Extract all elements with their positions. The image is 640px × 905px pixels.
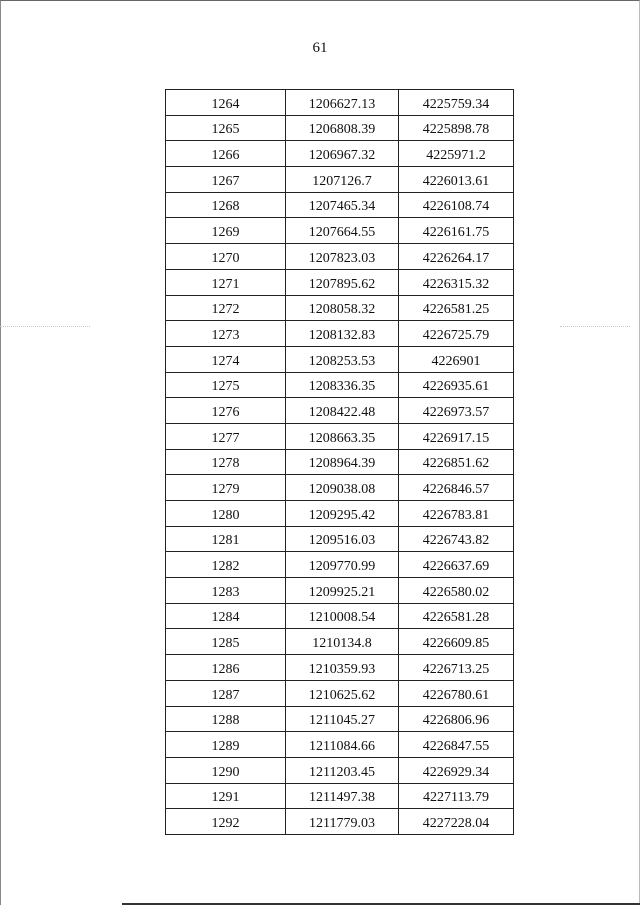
table-row bbox=[166, 141, 514, 167]
point-number-cell: 1279 bbox=[166, 475, 286, 501]
y-coordinate-cell: 4226973.57 bbox=[399, 398, 514, 424]
point-number-cell: 1283 bbox=[166, 578, 286, 604]
x-coordinate-cell: 1208663.35 bbox=[286, 423, 399, 449]
y-coordinate-cell: 4226637.69 bbox=[399, 552, 514, 578]
x-coordinate-cell: 1207895.62 bbox=[286, 269, 399, 295]
table-row bbox=[166, 321, 514, 347]
y-coordinate-cell: 4226609.85 bbox=[399, 629, 514, 655]
x-coordinate-cell: 1210625.62 bbox=[286, 680, 399, 706]
table-row bbox=[166, 167, 514, 193]
x-coordinate-cell: 1209770.99 bbox=[286, 552, 399, 578]
point-number-cell: 1280 bbox=[166, 501, 286, 527]
y-coordinate-cell: 4226580.02 bbox=[399, 578, 514, 604]
table-row bbox=[166, 757, 514, 783]
point-number-cell: 1270 bbox=[166, 244, 286, 270]
x-coordinate-cell: 1209925.21 bbox=[286, 578, 399, 604]
table-row bbox=[166, 372, 514, 398]
y-coordinate-cell: 4226743.82 bbox=[399, 526, 514, 552]
table-row bbox=[166, 115, 514, 141]
point-number-cell: 1266 bbox=[166, 141, 286, 167]
y-coordinate-cell: 4226315.32 bbox=[399, 269, 514, 295]
coordinates-table-body bbox=[166, 90, 514, 835]
x-coordinate-cell: 1209516.03 bbox=[286, 526, 399, 552]
x-coordinate-cell: 1206967.32 bbox=[286, 141, 399, 167]
point-number-cell: 1292 bbox=[166, 809, 286, 835]
y-coordinate-cell: 4226780.61 bbox=[399, 680, 514, 706]
table-row bbox=[166, 475, 514, 501]
x-coordinate-cell: 1211779.03 bbox=[286, 809, 399, 835]
x-coordinate-cell: 1208422.48 bbox=[286, 398, 399, 424]
y-coordinate-cell: 4225971.2 bbox=[399, 141, 514, 167]
table-row bbox=[166, 680, 514, 706]
scan-artifact-left bbox=[0, 326, 90, 327]
table-row bbox=[166, 423, 514, 449]
point-number-cell: 1278 bbox=[166, 449, 286, 475]
table-row bbox=[166, 346, 514, 372]
point-number-cell: 1275 bbox=[166, 372, 286, 398]
table-row bbox=[166, 629, 514, 655]
point-number-cell: 1285 bbox=[166, 629, 286, 655]
table-row bbox=[166, 218, 514, 244]
x-coordinate-cell: 1208253.53 bbox=[286, 346, 399, 372]
y-coordinate-cell: 4226013.61 bbox=[399, 167, 514, 193]
y-coordinate-cell: 4227113.79 bbox=[399, 783, 514, 809]
x-coordinate-cell: 1207823.03 bbox=[286, 244, 399, 270]
coordinates-table bbox=[165, 89, 514, 835]
y-coordinate-cell: 4226847.55 bbox=[399, 732, 514, 758]
point-number-cell: 1288 bbox=[166, 706, 286, 732]
point-number-cell: 1265 bbox=[166, 115, 286, 141]
table-row bbox=[166, 552, 514, 578]
point-number-cell: 1268 bbox=[166, 192, 286, 218]
table-row bbox=[166, 526, 514, 552]
y-coordinate-cell: 4226935.61 bbox=[399, 372, 514, 398]
y-coordinate-cell: 4225898.78 bbox=[399, 115, 514, 141]
y-coordinate-cell: 4226161.75 bbox=[399, 218, 514, 244]
x-coordinate-cell: 1206808.39 bbox=[286, 115, 399, 141]
x-coordinate-cell: 1210008.54 bbox=[286, 603, 399, 629]
y-coordinate-cell: 4226846.57 bbox=[399, 475, 514, 501]
point-number-cell: 1272 bbox=[166, 295, 286, 321]
point-number-cell: 1269 bbox=[166, 218, 286, 244]
x-coordinate-cell: 1208964.39 bbox=[286, 449, 399, 475]
point-number-cell: 1281 bbox=[166, 526, 286, 552]
point-number-cell: 1290 bbox=[166, 757, 286, 783]
point-number-cell: 1274 bbox=[166, 346, 286, 372]
y-coordinate-cell: 4227228.04 bbox=[399, 809, 514, 835]
x-coordinate-cell: 1211203.45 bbox=[286, 757, 399, 783]
x-coordinate-cell: 1209295.42 bbox=[286, 501, 399, 527]
table-row bbox=[166, 706, 514, 732]
y-coordinate-cell: 4226713.25 bbox=[399, 655, 514, 681]
point-number-cell: 1276 bbox=[166, 398, 286, 424]
table-row bbox=[166, 192, 514, 218]
y-coordinate-cell: 4226725.79 bbox=[399, 321, 514, 347]
table-row bbox=[166, 269, 514, 295]
table-row bbox=[166, 244, 514, 270]
x-coordinate-cell: 1210134.8 bbox=[286, 629, 399, 655]
y-coordinate-cell: 4226929.34 bbox=[399, 757, 514, 783]
table-row bbox=[166, 578, 514, 604]
point-number-cell: 1284 bbox=[166, 603, 286, 629]
x-coordinate-cell: 1209038.08 bbox=[286, 475, 399, 501]
x-coordinate-cell: 1207664.55 bbox=[286, 218, 399, 244]
point-number-cell: 1264 bbox=[166, 90, 286, 116]
point-number-cell: 1291 bbox=[166, 783, 286, 809]
point-number-cell: 1277 bbox=[166, 423, 286, 449]
y-coordinate-cell: 4226806.96 bbox=[399, 706, 514, 732]
table-row bbox=[166, 90, 514, 116]
x-coordinate-cell: 1208058.32 bbox=[286, 295, 399, 321]
y-coordinate-cell: 4226108.74 bbox=[399, 192, 514, 218]
scan-artifact-right bbox=[560, 326, 630, 327]
table-row bbox=[166, 295, 514, 321]
y-coordinate-cell: 4226581.25 bbox=[399, 295, 514, 321]
table-row bbox=[166, 603, 514, 629]
table-row bbox=[166, 809, 514, 835]
x-coordinate-cell: 1211497.38 bbox=[286, 783, 399, 809]
point-number-cell: 1289 bbox=[166, 732, 286, 758]
y-coordinate-cell: 4226917.15 bbox=[399, 423, 514, 449]
point-number-cell: 1271 bbox=[166, 269, 286, 295]
table-row bbox=[166, 398, 514, 424]
table-row bbox=[166, 501, 514, 527]
y-coordinate-cell: 4226581.28 bbox=[399, 603, 514, 629]
y-coordinate-cell: 4225759.34 bbox=[399, 90, 514, 116]
x-coordinate-cell: 1208336.35 bbox=[286, 372, 399, 398]
x-coordinate-cell: 1208132.83 bbox=[286, 321, 399, 347]
x-coordinate-cell: 1206627.13 bbox=[286, 90, 399, 116]
table-row bbox=[166, 655, 514, 681]
x-coordinate-cell: 1211084.66 bbox=[286, 732, 399, 758]
point-number-cell: 1287 bbox=[166, 680, 286, 706]
y-coordinate-cell: 4226783.81 bbox=[399, 501, 514, 527]
point-number-cell: 1286 bbox=[166, 655, 286, 681]
y-coordinate-cell: 4226264.17 bbox=[399, 244, 514, 270]
table-row bbox=[166, 732, 514, 758]
x-coordinate-cell: 1210359.93 bbox=[286, 655, 399, 681]
point-number-cell: 1282 bbox=[166, 552, 286, 578]
point-number-cell: 1267 bbox=[166, 167, 286, 193]
x-coordinate-cell: 1211045.27 bbox=[286, 706, 399, 732]
page-number: 61 bbox=[312, 40, 328, 56]
x-coordinate-cell: 1207465.34 bbox=[286, 192, 399, 218]
x-coordinate-cell: 1207126.7 bbox=[286, 167, 399, 193]
y-coordinate-cell: 4226901 bbox=[399, 346, 514, 372]
table-row bbox=[166, 449, 514, 475]
table-row bbox=[166, 783, 514, 809]
point-number-cell: 1273 bbox=[166, 321, 286, 347]
y-coordinate-cell: 4226851.62 bbox=[399, 449, 514, 475]
